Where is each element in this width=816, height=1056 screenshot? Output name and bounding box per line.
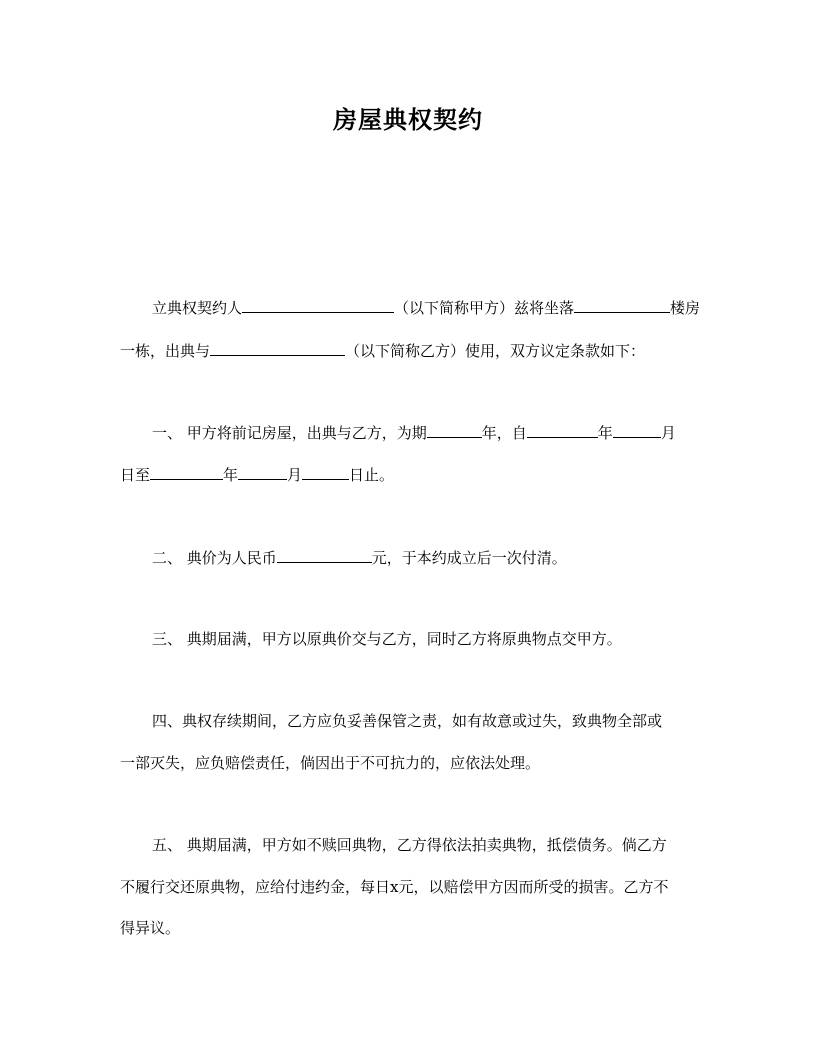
- text: 月: [287, 466, 303, 484]
- text: 二、 典价为人民币: [152, 549, 277, 567]
- blank-location[interactable]: [574, 297, 670, 313]
- text: 年: [597, 424, 613, 442]
- intro-line-1: [152, 297, 700, 318]
- clause-4-line-2: 一部灭失，应负赔偿责任，倘因出于不可抗力的，应依法处理。: [120, 754, 541, 772]
- blank-party-b[interactable]: [210, 340, 345, 356]
- blank-end-year[interactable]: [150, 464, 223, 480]
- clause-5-line-3: 得异议。: [120, 919, 181, 937]
- text: 一、 甲方将前记房屋，出典与乙方，为期: [152, 424, 427, 442]
- text: 楼房: [670, 299, 701, 317]
- text: 日止。: [349, 466, 395, 484]
- blank-price[interactable]: [277, 547, 372, 563]
- blank-end-month[interactable]: [238, 464, 287, 480]
- blank-term-years[interactable]: [427, 422, 482, 438]
- clause-4-line-1: 四、典权存续期间，乙方应负妥善保管之责，如有故意或过失，致典物全部或: [152, 712, 663, 730]
- clause-1-line-1: [152, 422, 676, 443]
- clause-2: [152, 547, 567, 568]
- text: 日至: [120, 466, 151, 484]
- blank-start-month[interactable]: [613, 422, 661, 438]
- text: 一栋，出典与: [120, 342, 211, 360]
- text: 年: [223, 466, 239, 484]
- text: 年，自: [481, 424, 527, 442]
- text: （以下简称甲方）兹将坐落: [394, 299, 575, 317]
- clause-3: 三、 典期届满，甲方以原典价交与乙方，同时乙方将原典物点交甲方。: [152, 630, 622, 648]
- blank-start-year[interactable]: [527, 422, 598, 438]
- blank-party-a[interactable]: [242, 297, 394, 313]
- intro-line-2: [120, 340, 645, 361]
- clause-5-line-1: 五、 典期届满，甲方如不赎回典物，乙方得依法拍卖典物，抵偿债务。倘乙方: [152, 836, 667, 854]
- clause-1-line-2: [120, 464, 394, 485]
- text: 月: [660, 424, 676, 442]
- blank-end-day[interactable]: [302, 464, 349, 480]
- text: 立典权契约人: [152, 299, 243, 317]
- text: （以下简称乙方）使用，双方议定条款如下：: [345, 342, 646, 360]
- document-title: 房屋典权契约: [333, 105, 483, 134]
- clause-5-line-2: 不履行交还原典物，应给付违约金，每日x元，以赔偿甲方因而所受的损害。乙方不: [120, 878, 669, 896]
- text: 元，于本约成立后一次付清。: [371, 549, 567, 567]
